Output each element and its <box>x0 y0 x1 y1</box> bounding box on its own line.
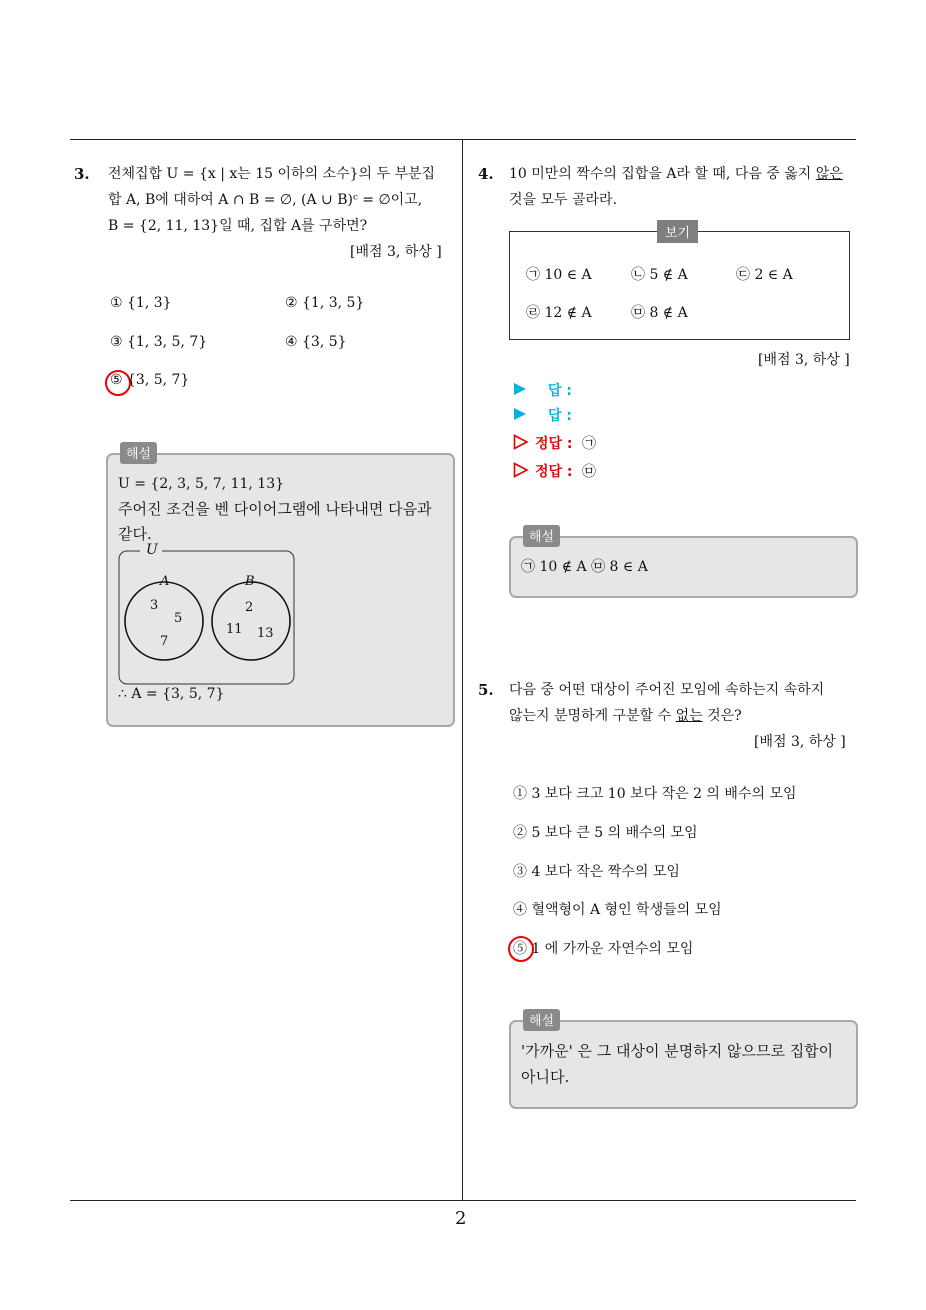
venn-b-element-2: 2 <box>245 600 254 615</box>
venn-b-element-13: 13 <box>257 626 274 641</box>
correct-arrow-icon <box>513 462 529 478</box>
q4-correct-value-2: ㉤ <box>582 464 596 480</box>
q3-explanation-conclusion: ∴ A = {3, 5, 7} <box>118 686 225 702</box>
venn-set-b-label: B <box>245 574 255 589</box>
q5-option-1[interactable]: ① 3 보다 크고 10 보다 작은 2 의 배수의 모임 <box>513 786 797 802</box>
q3-explanation-line-3: 같다. <box>118 525 152 543</box>
q5-stem-line-1: 다음 중 어떤 대상이 주어진 모임에 속하는지 속하지 <box>509 682 825 698</box>
correct-arrow-icon <box>513 434 529 450</box>
q4-stem-underlined: 않은 <box>815 166 843 182</box>
answer-arrow-icon <box>513 382 527 396</box>
q3-option-3[interactable]: ③ {1, 3, 5, 7} <box>110 334 208 350</box>
venn-diagram <box>114 540 300 688</box>
q5-stem-line-2-end: 것은? <box>702 708 742 724</box>
q3-explanation-tag: 해설 <box>120 442 157 464</box>
q4-explanation-tag: 해설 <box>523 525 560 547</box>
q4-bogi-item-4: ㉣ 12 ∉ A <box>526 305 592 321</box>
page-number: 2 <box>455 1208 467 1229</box>
venn-a-element-5: 5 <box>174 611 183 626</box>
q5-stem-line-2-text: 않는지 분명하게 구분할 수 <box>509 708 676 724</box>
q4-bogi-tag: 보기 <box>657 220 698 243</box>
q4-stem-line-1-text: 10 미만의 짝수의 집합을 A라 할 때, 다음 중 옳지 <box>509 166 816 182</box>
q4-explanation-text: ㉠ 10 ∉ A ㉤ 8 ∈ A <box>521 559 648 575</box>
q4-correct-value-1: ㉠ <box>582 436 596 452</box>
venn-universe-label: U <box>146 542 158 558</box>
q4-answer-label-1: 답 : <box>548 383 572 399</box>
q4-number: 4. <box>478 165 494 183</box>
q5-number: 5. <box>478 681 494 699</box>
q3-stem-line-1: 전체집합 U = {x | x는 15 이하의 소수}의 두 부분집 <box>108 166 436 182</box>
q4-bogi-item-1: ㉠ 10 ∈ A <box>526 267 592 283</box>
q5-option-3[interactable]: ③ 4 보다 작은 짝수의 모임 <box>513 864 680 880</box>
venn-set-a-label: A <box>160 574 170 589</box>
q5-option-5[interactable]: ⑤ 1 에 가까운 자연수의 모임 <box>513 941 694 957</box>
q3-explanation-line-1: U = {2, 3, 5, 7, 11, 13} <box>118 476 285 492</box>
column-divider <box>462 139 463 1201</box>
q4-answer-label-2: 답 : <box>548 408 572 424</box>
q4-score: [배점 3, 하상 ] <box>758 352 850 368</box>
q3-score: [배점 3, 하상 ] <box>350 244 442 260</box>
q4-bogi-item-2: ㉡ 5 ∉ A <box>631 267 688 283</box>
q5-explanation-line-2: 아니다. <box>521 1068 570 1086</box>
bottom-rule <box>70 1200 856 1201</box>
q3-explanation-line-2: 주어진 조건을 벤 다이어그램에 나타내면 다음과 <box>118 500 432 518</box>
q5-explanation-tag: 해설 <box>523 1009 560 1031</box>
q4-stem-line-2: 것을 모두 골라라. <box>509 192 618 208</box>
q3-stem-line-3: B = {2, 11, 13}일 때, 집합 A를 구하면? <box>108 218 368 234</box>
venn-a-element-7: 7 <box>160 634 169 649</box>
q5-stem-underlined: 없는 <box>675 708 703 724</box>
q5-option-4[interactable]: ④ 혈액형이 A 형인 학생들의 모임 <box>513 902 722 918</box>
q4-stem-line-1 <box>509 164 843 184</box>
q3-option-4[interactable]: ④ {3, 5} <box>285 334 347 350</box>
answer-arrow-icon <box>513 407 527 421</box>
q3-stem-line-2: 합 A, B에 대하여 A ∩ B = ∅, (A ∪ B)ᶜ = ∅이고, <box>108 192 423 208</box>
q3-option-1[interactable]: ① {1, 3} <box>110 295 172 311</box>
q4-bogi-item-3: ㉢ 2 ∈ A <box>736 267 793 283</box>
q3-option-2[interactable]: ② {1, 3, 5} <box>285 295 365 311</box>
q4-bogi-box <box>509 231 850 340</box>
q5-explanation-line-1: '가까운' 은 그 대상이 분명하지 않으므로 집합이 <box>521 1042 834 1060</box>
q5-option-2[interactable]: ② 5 보다 큰 5 의 배수의 모임 <box>513 825 698 841</box>
q5-explanation-box <box>509 1020 858 1109</box>
q3-option-5[interactable]: ⑤ {3, 5, 7} <box>110 372 190 388</box>
q4-correct-label-1: 정답 : <box>535 436 573 452</box>
q5-score: [배점 3, 하상 ] <box>754 734 846 750</box>
q4-correct-label-2: 정답 : <box>535 464 573 480</box>
venn-a-element-3: 3 <box>150 598 159 613</box>
venn-b-element-11: 11 <box>226 622 243 637</box>
q3-number: 3. <box>74 165 90 183</box>
top-rule <box>70 139 856 140</box>
q5-stem-line-2 <box>509 706 742 726</box>
q4-bogi-item-5: ㉤ 8 ∉ A <box>631 305 688 321</box>
